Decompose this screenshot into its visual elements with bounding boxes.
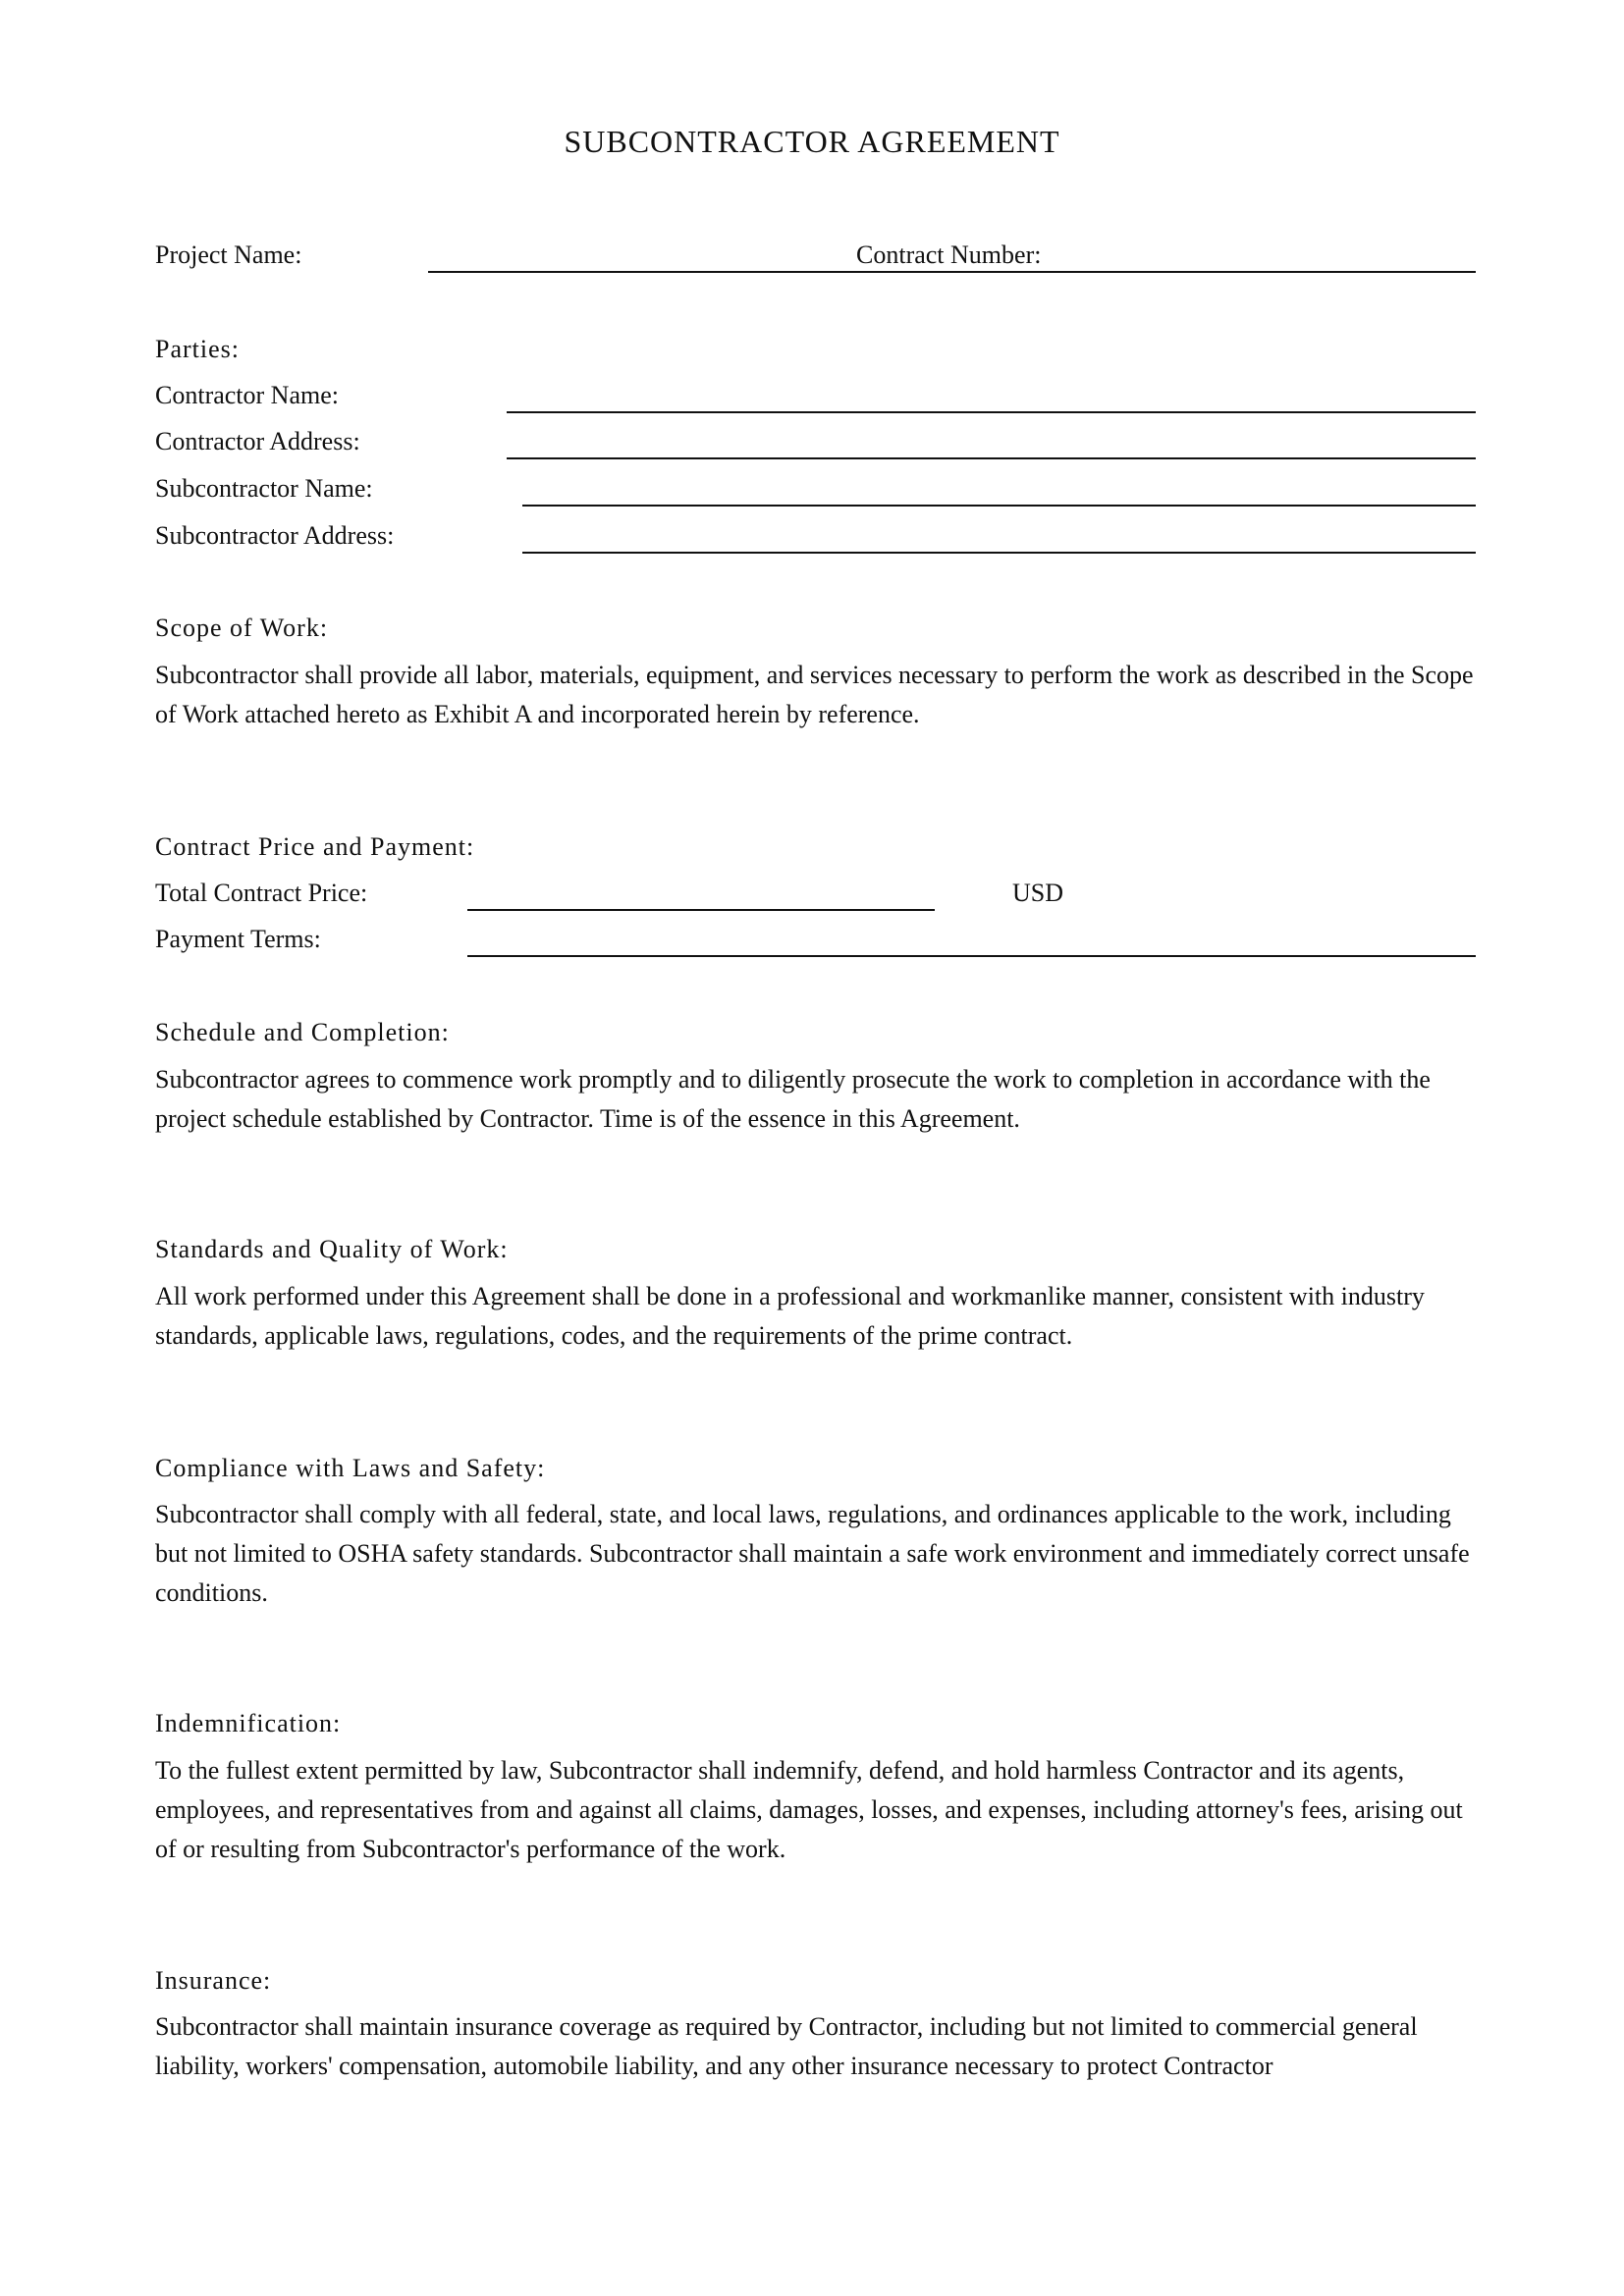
total-price-field[interactable] [467,909,935,911]
indemnification-body: To the fullest extent permitted by law, Subcontractor shall indemnify, defend, and hold harmless Contractor and its agents, employees, and representatives from and against all claims, damages, losses, and expenses, including attorney's fees, arising out of or resulting from Subcontractor's performance of the work. [155,1756,1463,1863]
contractor-address-label: Contractor Address: [155,427,360,455]
subcontractor-name-label: Subcontractor Name: [155,474,373,503]
total-price-label: Total Contract Price: [155,879,368,907]
project-name-label: Project Name: [155,240,302,269]
schedule-body: Subcontractor agrees to commence work promptly and to diligently prosecute the work to completion in accordance with the project schedule established by Contractor. Time is of the essence in this Agreement. [155,1065,1431,1133]
indemnification-heading: Indemnification: [155,1709,342,1737]
standards-heading: Standards and Quality of Work: [155,1235,509,1263]
subcontractor-address-field[interactable] [522,552,1476,554]
price-heading: Contract Price and Payment: [155,832,475,861]
currency-label: USD [1012,879,1064,907]
contractor-name-label: Contractor Name: [155,381,339,409]
scope-heading: Scope of Work: [155,614,329,642]
document-title: SUBCONTRACTOR AGREEMENT [564,124,1060,159]
payment-terms-field[interactable] [467,955,1476,957]
subcontractor-name-field[interactable] [522,505,1476,507]
payment-terms-label: Payment Terms: [155,925,321,953]
compliance-body: Subcontractor shall comply with all federal, state, and local laws, regulations, and ordinances applicable to the work, including but not limited to OSHA safety standards. Subcontractor shall maintain a safe work environment and immediately correct unsafe conditions. [155,1500,1470,1607]
insurance-heading: Insurance: [155,1966,272,1995]
contract-number-label: Contract Number: [856,240,1042,269]
subcontractor-address-label: Subcontractor Address: [155,521,395,550]
schedule-heading: Schedule and Completion: [155,1018,450,1046]
contractor-address-field[interactable] [507,457,1476,459]
project-name-field[interactable] [428,271,1476,273]
compliance-heading: Compliance with Laws and Safety: [155,1454,546,1482]
contractor-name-field[interactable] [507,411,1476,413]
insurance-body: Subcontractor shall maintain insurance coverage as required by Contractor, including but not limited to commercial general liability, workers' compensation, automobile liability, and any other insurance necessary to protect Contractor [155,2012,1418,2080]
scope-body: Subcontractor shall provide all labor, materials, equipment, and services necessary to perform the work as described in the Scope of Work attached hereto as Exhibit A and incorporated herein by reference. [155,661,1474,728]
standards-body: All work performed under this Agreement shall be done in a professional and workmanlike manner, consistent with industry standards, applicable laws, regulations, codes, and the requirements of the prime contract. [155,1282,1425,1350]
parties-heading: Parties: [155,335,240,363]
